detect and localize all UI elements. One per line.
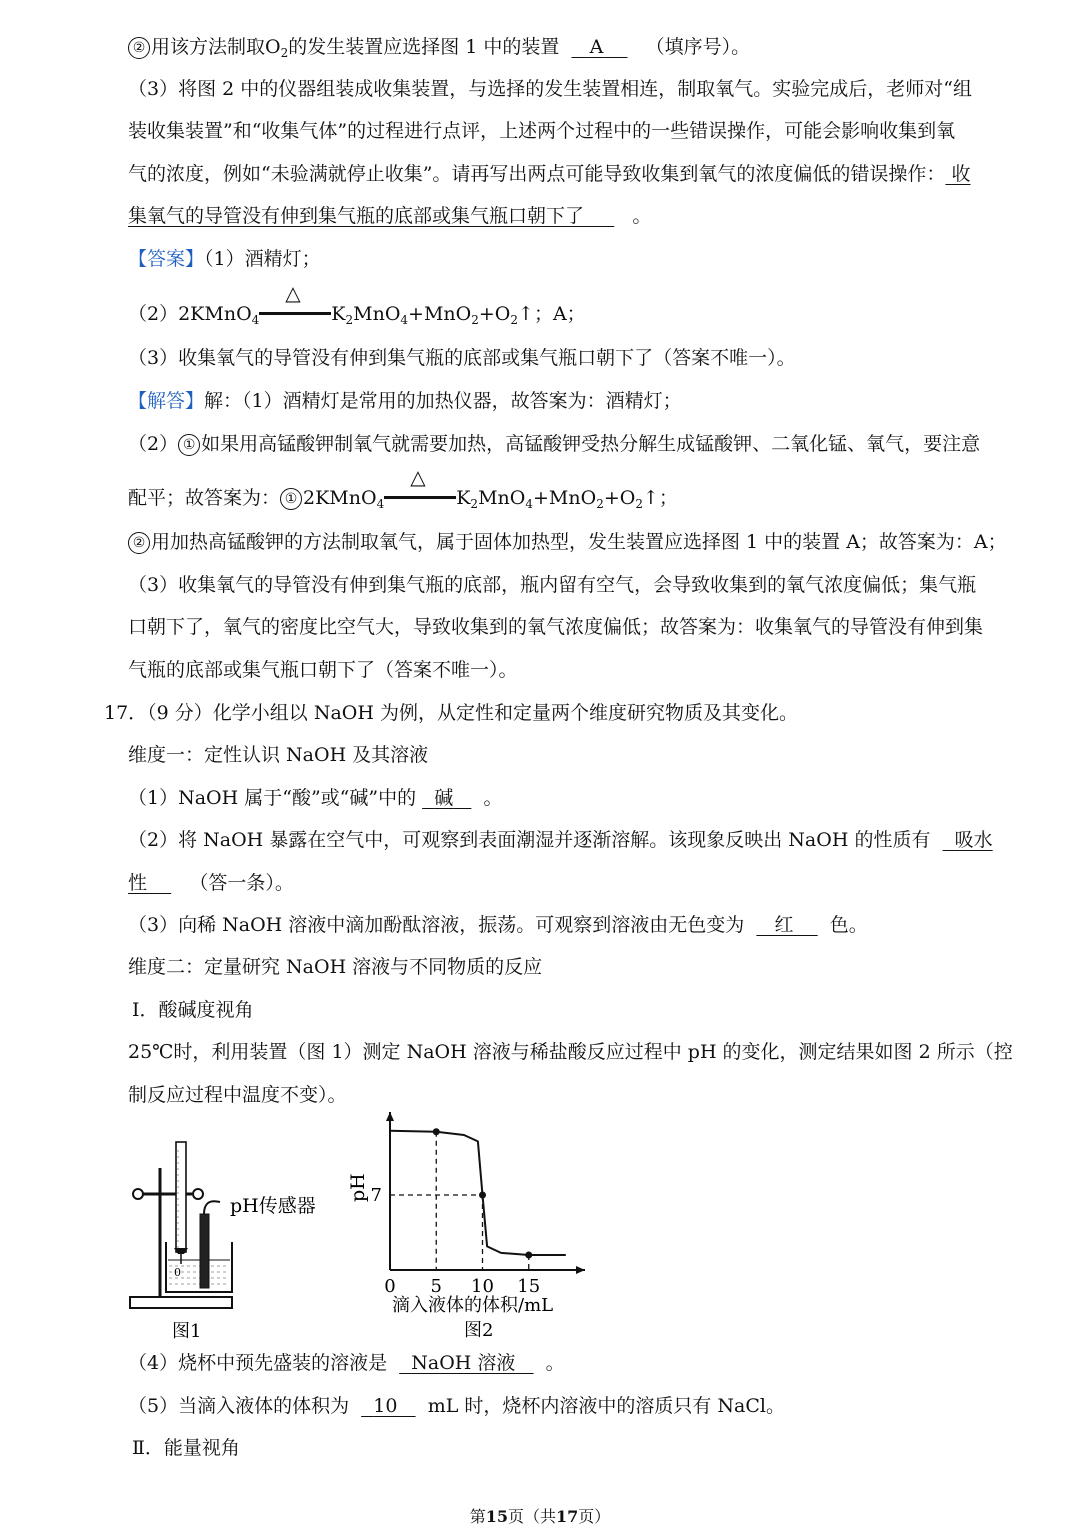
question-17-title: 17．（9 分）化学小组以 NaOH 为例，从定性和定量两个维度研究物质及其变化。 bbox=[104, 702, 798, 724]
figure-1-caption: 图1 bbox=[172, 1321, 202, 1342]
text-line: 维度一：定性认识 NaOH 及其溶液 bbox=[128, 744, 429, 766]
svg-text:0: 0 bbox=[174, 1266, 181, 1279]
text-line: ② 用该方法制取$O_2$的发生装置应选择图 1 中的装置 A （填序号）。 bbox=[128, 34, 750, 66]
equation-line: 配平；故答案为： ① 2KMnO$_4$ △ $K_2MnO_4+MnO_2+O_2↑$； bbox=[128, 465, 678, 511]
text-line: 维度二：定量研究 NaOH 溶液与不同物质的反应 bbox=[128, 956, 543, 978]
text-line: 口朝下了，氧气的密度比空气大，导致收集到的氧气浓度偏低；故答案为：收集氧气的导管没有伸到集 bbox=[128, 616, 984, 638]
ph-curve bbox=[390, 1131, 566, 1255]
heating-condition: △ bbox=[259, 296, 331, 320]
figure-2-caption: 图2 bbox=[464, 1320, 494, 1341]
text-line: ② 用加热高锰酸钾的方法制取氧气，属于固体加热型，发生装置应选择图 1 中的装置 A；故答案为：A； bbox=[128, 529, 1007, 555]
x-tick-label: 0 bbox=[384, 1276, 396, 1297]
text-line: （2）将 NaOH 暴露在空气中，可观察到表面潮湿并逐渐溶解。该现象反映出 NaOH 的性质有 吸水 bbox=[128, 829, 993, 851]
circled-number: ① bbox=[280, 488, 302, 510]
answer-blank: 吸水 bbox=[954, 829, 993, 851]
stand-base bbox=[130, 1297, 232, 1308]
y-tick-label: 7 bbox=[370, 1185, 382, 1206]
answer-blank: 性 bbox=[128, 872, 148, 894]
y-axis-label: pH bbox=[347, 1173, 369, 1202]
text-line: （2） ① 如果用高锰酸钾制氧气就需要加热，高锰酸钾受热分解生成锰酸钾、二氧化锰、氧气，要注意 bbox=[128, 433, 981, 455]
text-line: 性 （答一条）。 bbox=[128, 872, 294, 894]
text-line: 气瓶的底部或集气瓶口朝下了（答案不唯一）。 bbox=[128, 659, 518, 681]
text-line: 集氧气的导管没有伸到集气瓶的底部或集气瓶口朝下了 。 bbox=[128, 205, 652, 227]
answer-tag: 【答案】 bbox=[128, 248, 205, 270]
total-pages: 17 bbox=[556, 1507, 579, 1526]
answer-blank: 10 bbox=[373, 1395, 398, 1417]
circled-number: ① bbox=[178, 434, 200, 456]
burette bbox=[176, 1142, 186, 1252]
text-line: 25℃时，利用装置（图 1）测定 NaOH 溶液与稀盐酸反应过程中 pH 的变化，测定结果如图 2 所示（控 bbox=[128, 1041, 1013, 1063]
answer-blank: A bbox=[589, 36, 604, 58]
page-footer: 第15页（共17页） bbox=[469, 1507, 611, 1526]
text-line: （3）收集氧气的导管没有伸到集气瓶的底部或集气瓶口朝下了（答案不唯一）。 bbox=[128, 347, 796, 369]
text-line: 气的浓度，例如“未验满就停止收集”。请再写出两点可能导致收集到氧气的浓度偏低的错误操作： 收 bbox=[128, 163, 971, 185]
section-heading: Ⅰ．酸碱度视角 bbox=[132, 999, 254, 1021]
solution-line: 【解答】解：（1）酒精灯是常用的加热仪器，故答案为：酒精灯； bbox=[128, 390, 682, 412]
x-axis-arrow bbox=[576, 1266, 585, 1274]
x-axis-label: 滴入液体的体积/mL bbox=[392, 1295, 554, 1316]
text-line: （3）将图 2 中的仪器组装成收集装置，与选择的发生装置相连，制取氧气。实验完成后，老师对“组 bbox=[128, 78, 972, 100]
answer-blank: NaOH 溶液 bbox=[411, 1352, 516, 1374]
figure-1-apparatus bbox=[120, 1130, 330, 1345]
answer-blank: 碱 bbox=[434, 787, 454, 809]
text-line: 制反应过程中温度不变）。 bbox=[128, 1084, 347, 1106]
data-point-3 bbox=[525, 1252, 532, 1259]
x-tick-label: 5 bbox=[430, 1276, 442, 1297]
equation-line: （2）2KMnO$_4$ △ $K_2MnO_4+MnO_2+O_2↑$；A； bbox=[128, 281, 586, 327]
circled-number: ② bbox=[128, 532, 150, 554]
ph-sensor bbox=[200, 1214, 209, 1288]
circled-number: ② bbox=[128, 37, 150, 59]
section-heading: Ⅱ．能量视角 bbox=[132, 1437, 240, 1459]
text-line: 装收集装置”和“收集气体”的过程进行点评，上述两个过程中的一些错误操作，可能会影响收集到氧 bbox=[128, 120, 956, 142]
x-tick-label: 15 bbox=[517, 1276, 541, 1297]
text-line: （4）烧杯中预先盛装的溶液是 NaOH 溶液 。 bbox=[128, 1352, 565, 1374]
heating-condition: △ bbox=[384, 480, 456, 504]
data-point-1 bbox=[433, 1128, 440, 1135]
current-page: 15 bbox=[485, 1507, 508, 1526]
y-axis-arrow bbox=[386, 1112, 394, 1121]
text-line: （5）当滴入液体的体积为 10 mL 时，烧杯内溶液中的溶质只有 NaCl。 bbox=[128, 1395, 785, 1417]
answer-blank: 红 bbox=[774, 914, 794, 936]
answer-line: 【答案】（1）酒精灯； bbox=[128, 248, 321, 270]
text-line: （3）向稀 NaOH 溶液中滴加酚酞溶液，振荡。可观察到溶液由无色变为 红 色。 bbox=[128, 914, 868, 936]
text-line: （1）NaOH 属于“酸”或“碱”中的 碱 。 bbox=[128, 787, 503, 809]
solution-tag: 【解答】 bbox=[128, 390, 205, 412]
answer-blank: 收 bbox=[951, 163, 971, 185]
text-line: （3）收集氧气的导管没有伸到集气瓶的底部，瓶内留有空气，会导致收集到的氧气浓度偏低；集气瓶 bbox=[128, 574, 977, 596]
x-tick-label: 10 bbox=[471, 1276, 494, 1297]
sensor-label: pH传感器 bbox=[230, 1195, 316, 1217]
figure-2-ph-chart bbox=[340, 1110, 600, 1350]
answer-blank: 集氧气的导管没有伸到集气瓶的底部或集气瓶口朝下了 bbox=[128, 205, 585, 227]
